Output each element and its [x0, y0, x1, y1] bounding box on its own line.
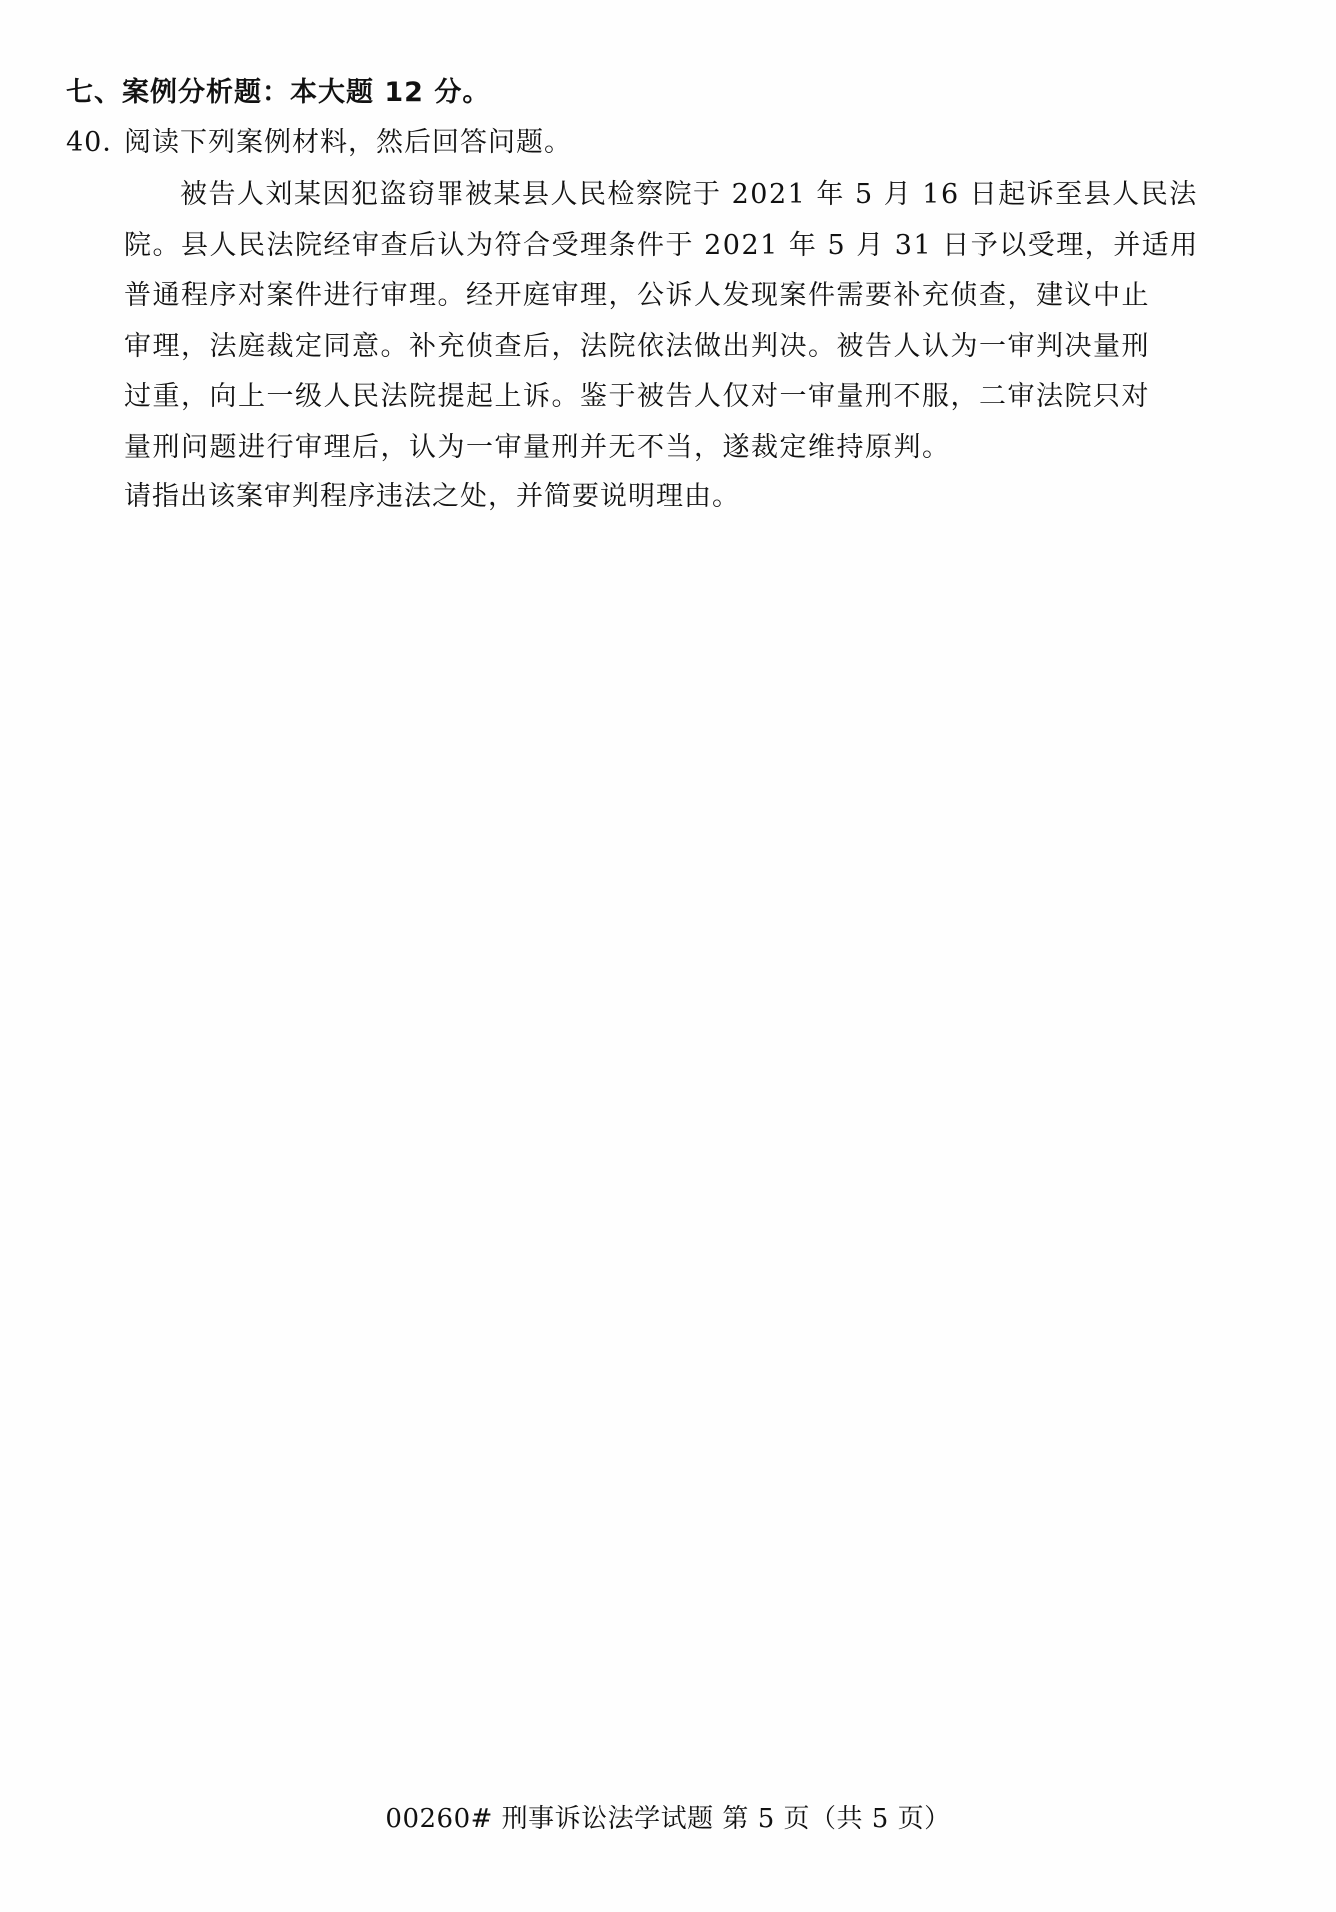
- section-heading: 七、案例分析题：本大题 12 分。: [66, 77, 491, 108]
- case-passage: [124, 170, 1199, 473]
- question-number: 40．: [66, 127, 131, 158]
- page-footer: 00260# 刑事诉讼法学试题 第 5 页（共 5 页）: [385, 1804, 951, 1834]
- passage-line: 被告人刘某因犯盗窃罪被某县人民检察院于 2021 年 5 月 16 日起诉至县人民法: [180, 179, 1198, 210]
- passage-line: 院。县人民法院经审查后认为符合受理条件于 2021 年 5 月 31 日予以受理，并适用: [124, 229, 1199, 261]
- question-instruction: 阅读下列案例材料，然后回答问题。: [124, 127, 572, 158]
- passage-line: 普通程序对案件进行审理。经开庭审理，公诉人发现案件需要补充侦查，建议中止: [124, 280, 1150, 311]
- question-header: [66, 120, 572, 159]
- passage-line: 过重，向上一级人民法院提起上诉。鉴于被告人仅对一审量刑不服，二审法院只对: [124, 381, 1150, 412]
- question-prompt: 请指出该案审判程序违法之处，并简要说明理由。: [124, 481, 740, 512]
- passage-line: 量刑问题进行审理后，认为一审量刑并无不当，遂裁定维持原判。: [124, 431, 951, 463]
- passage-line: 审理，法庭裁定同意。补充侦查后，法院依法做出判决。被告人认为一审判决量刑: [124, 330, 1150, 362]
